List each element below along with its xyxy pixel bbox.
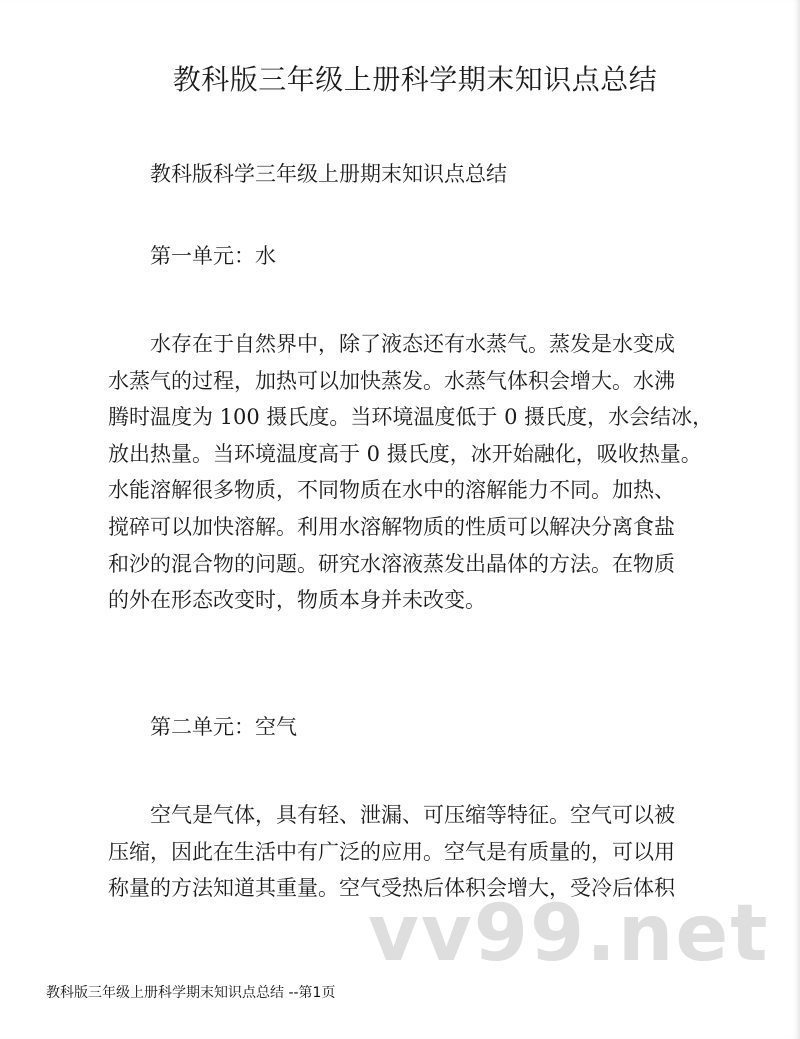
paragraph-line: 压缩，因此在生活中有广泛的应用。空气是有质量的，可以用 <box>108 839 675 864</box>
paragraph-line: 水存在于自然界中，除了液态还有水蒸气。蒸发是水变成 <box>150 332 675 356</box>
paragraph-line: 和沙的混合物的问题。研究水溶液蒸发出晶体的方法。在物质 <box>108 551 675 576</box>
paragraph-line: 水能溶解很多物质，不同物质在水中的溶解能力不同。加热、 <box>108 478 675 503</box>
watermark: vv99.net <box>368 889 770 979</box>
paragraph-line: 搅碎可以加快溶解。利用水溶解物质的性质可以解决分离食盐 <box>108 514 675 539</box>
paragraph-line: 放出热量。当环境温度高于 0 摄氏度，冰开始融化，吸收热量。 <box>108 441 702 466</box>
paragraph-line: 称量的方法知道其重量。空气受热后体积会增大，受冷后体积 <box>108 876 675 901</box>
section-paragraph-water <box>108 326 714 619</box>
paragraph-line: 的外在形态改变时，物质本身并未改变。 <box>108 588 486 613</box>
paragraph-line: 空气是气体，具有轻、泄漏、可压缩等特征。空气可以被 <box>150 803 675 827</box>
paragraph-line: 腾时温度为 100 摄氏度。当环境温度低于 0 摄氏度，水会结冰， <box>108 405 714 430</box>
page-footer: 教科版三年级上册科学期末知识点总结 --第1页 <box>46 985 336 1001</box>
document-title: 教科版三年级上册科学期末知识点总结 <box>172 63 658 96</box>
document-subtitle: 教科版科学三年级上册期末知识点总结 <box>150 162 507 186</box>
section-heading-water: 第一单元：水 <box>150 244 276 268</box>
paragraph-line: 水蒸气的过程，加热可以加快蒸发。水蒸气体积会增大。水沸 <box>108 368 675 393</box>
section-heading-air: 第二单元：空气 <box>150 715 297 739</box>
